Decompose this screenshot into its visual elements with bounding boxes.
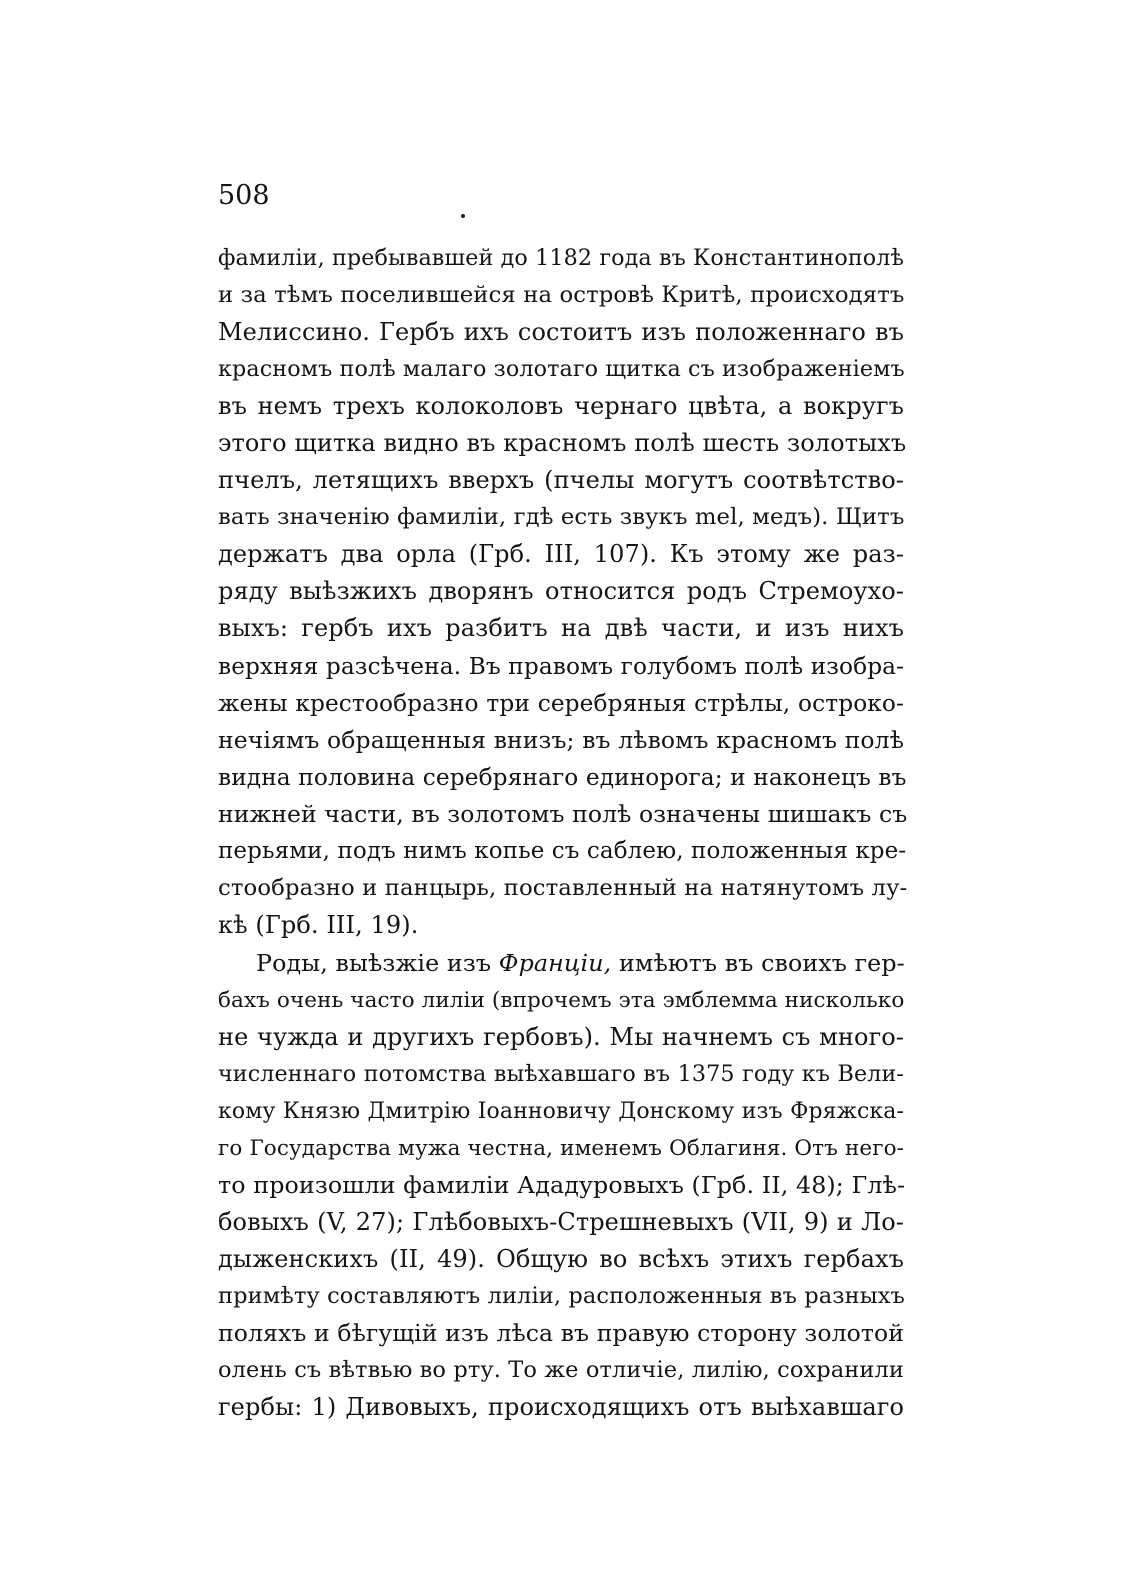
text-line: ряду выѣзжихъ дворянъ относится родъ Стремоухо- [218,577,904,606]
text-line: численнаго потомства выѣхавшаго въ 1375 году къ Вели- [218,1061,904,1088]
print-speck [461,214,465,218]
text-line: го Государства мужа честна, именемъ Облагиня. Отъ него- [218,1136,904,1162]
text-line: то произошли фамиліи Ададуровыхъ (Грб. II, 48); Глѣ- [218,1171,906,1200]
text-line: выхъ: гербъ ихъ разбитъ на двѣ части, и изъ нихъ [218,614,904,643]
page-number: 508 [218,180,270,211]
text-line: нижней части, въ золотомъ полѣ означены шишакъ съ [218,799,908,828]
text-line: видна половина серебрянаго единорога; и наконецъ въ [218,763,907,791]
text-line: Мелиссино. Гербъ ихъ состоитъ изъ положеннаго въ [218,318,904,347]
text-line: бовыхъ (V, 27); Глѣбовыхъ-Стрешневыхъ (VII, 9) и Ло- [218,1208,904,1237]
text-line: держатъ два орла (Грб. III, 107). Къ этому же раз- [218,540,904,569]
text-line: верхняя разсѣчена. Въ правомъ голубомъ полѣ изобра- [218,652,905,680]
text-line: фамиліи, пребывавшей до 1182 года въ Константинополѣ [218,245,904,271]
text-segment: Роды, выѣзжіе изъ [256,948,499,977]
text-line: примѣту составляютъ лиліи, расположенныя въ разныхъ [218,1283,905,1310]
text-line: гербы: 1) Дивовыхъ, происходящихъ отъ выѣхавшаго [218,1393,904,1422]
paragraph [218,945,904,1427]
text-line-first [218,945,904,982]
text-line: нечіямъ обращенныя внизъ; въ лѣвомъ красномъ полѣ [218,725,904,754]
text-line: этого щитка видно въ красномъ полѣ шесть золотыхъ [218,429,907,458]
text-line: поляхъ и бѣгущій изъ лѣса въ правую сторону золотой [218,1319,904,1348]
text-line: стообразно и панцырь, поставленный на натянутомъ лу- [218,874,908,901]
text-line: олень съ вѣтвью во рту. То же отличіе, лилію, сохранили [218,1357,904,1384]
italic-word: Франціи, [498,948,612,977]
body-text [218,240,908,1427]
text-line: красномъ полѣ малаго золотаго щитка съ изображеніемъ [218,356,905,383]
text-line: въ немъ трехъ колоколовъ чернаго цвѣта, а вокругъ [218,392,904,421]
text-segment: имѣютъ въ своихъ гер- [611,948,905,977]
text-line: вать значенію фамиліи, гдѣ есть звукъ mel, медъ). Щитъ [218,504,905,531]
text-line: жены крестообразно три серебряныя стрѣлы, остроко- [218,689,904,717]
text-line: перьями, подъ нимъ копье съ саблею, положенныя кре- [218,837,907,864]
paragraph [218,240,908,944]
text-line: кому Князю Дмитрію Іоанновичу Донскому изъ Фряжска- [218,1099,904,1125]
text-line: бахъ очень часто лиліи (впрочемъ эта эмблемма нисколько [218,987,905,1013]
text-line: не чужда и другихъ гербовъ). Мы начнемъ съ много- [218,1022,904,1051]
text-line: пчелъ, летящихъ вверхъ (пчелы могутъ соотвѣтство- [218,466,904,495]
text-line: кѣ (Грб. III, 19). [218,910,419,939]
text-line: и за тѣмъ поселившейся на островѣ Критѣ, происходятъ [218,282,905,309]
text-line: дыженскихъ (II, 49). Общую во всѣхъ этихъ гербахъ [218,1245,904,1274]
